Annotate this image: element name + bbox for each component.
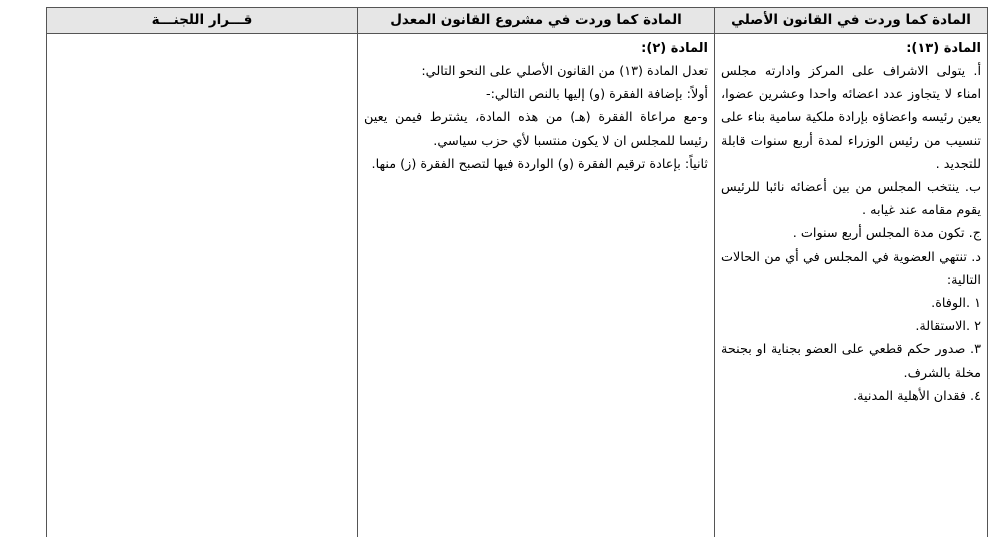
original-paragraph-d: د. تنتهي العضوية في المجلس في أي من الحالات التالية: — [721, 249, 981, 288]
original-paragraph-a: أ. يتولى الاشراف على المركز وادارته مجلس امناء لا يتجاوز عدد اعضائه واحدا وعشرين عضوا، يعين رئيسه واعضاؤه بإرادة ملكية سامية بناء على تنسيب من رئيس الوزراء لمدة أربع سنوات قابلة للتجديد . — [721, 64, 981, 172]
original-paragraph-b: ب. ينتخب المجلس من بين أعضائه نائبا للرئيس يقوم مقامه عند غيابه . — [721, 180, 981, 219]
amended-second: ثانياً: بإعادة ترقيم الفقرة (و) الواردة فيها لتصبح الفقرة (ز) منها. — [371, 156, 708, 172]
original-article-title: المادة (١٣): — [906, 41, 981, 56]
cell-amended-law — [358, 34, 715, 538]
original-paragraph-c: ج. تكون مدة المجلس أربع سنوات . — [792, 226, 981, 242]
amended-article-title: المادة (٢): — [641, 41, 708, 56]
original-item-3: ٣. صدور حكم قطعي على العضو بجناية او بجنحة مخلة بالشرف. — [721, 342, 981, 381]
original-item-4: ٤. فقدان الأهلية المدنية. — [853, 388, 981, 404]
cell-original-law — [715, 34, 988, 538]
comparison-table — [46, 7, 988, 537]
amended-intro: تعدل المادة (١٣) من القانون الأصلي على النحو التالي: — [421, 64, 708, 79]
amended-paragraph-waw: و-مع مراعاة الفقرة (هـ) من هذه المادة، يشترط فيمن يعين رئيسا للمجلس ان لا يكون منتسبا لأي حزب سياسي. — [364, 110, 708, 149]
amended-first: أولاً: بإضافة الفقرة (و) إليها بالنص التالي:- — [485, 87, 708, 103]
header-original-law: المادة كما وردت في القانون الأصلي — [715, 8, 988, 34]
table-header-row — [47, 8, 988, 34]
header-amended-law: المادة كما وردت في مشروع القانون المعدل — [358, 8, 715, 34]
table-row — [47, 34, 988, 538]
original-item-1: ١ .الوفاة. — [931, 296, 981, 312]
original-item-2: ٢ .الاستقالة. — [915, 319, 981, 335]
header-committee-decision: قـــرار اللجنـــة — [47, 8, 358, 34]
cell-committee-decision — [47, 34, 358, 538]
